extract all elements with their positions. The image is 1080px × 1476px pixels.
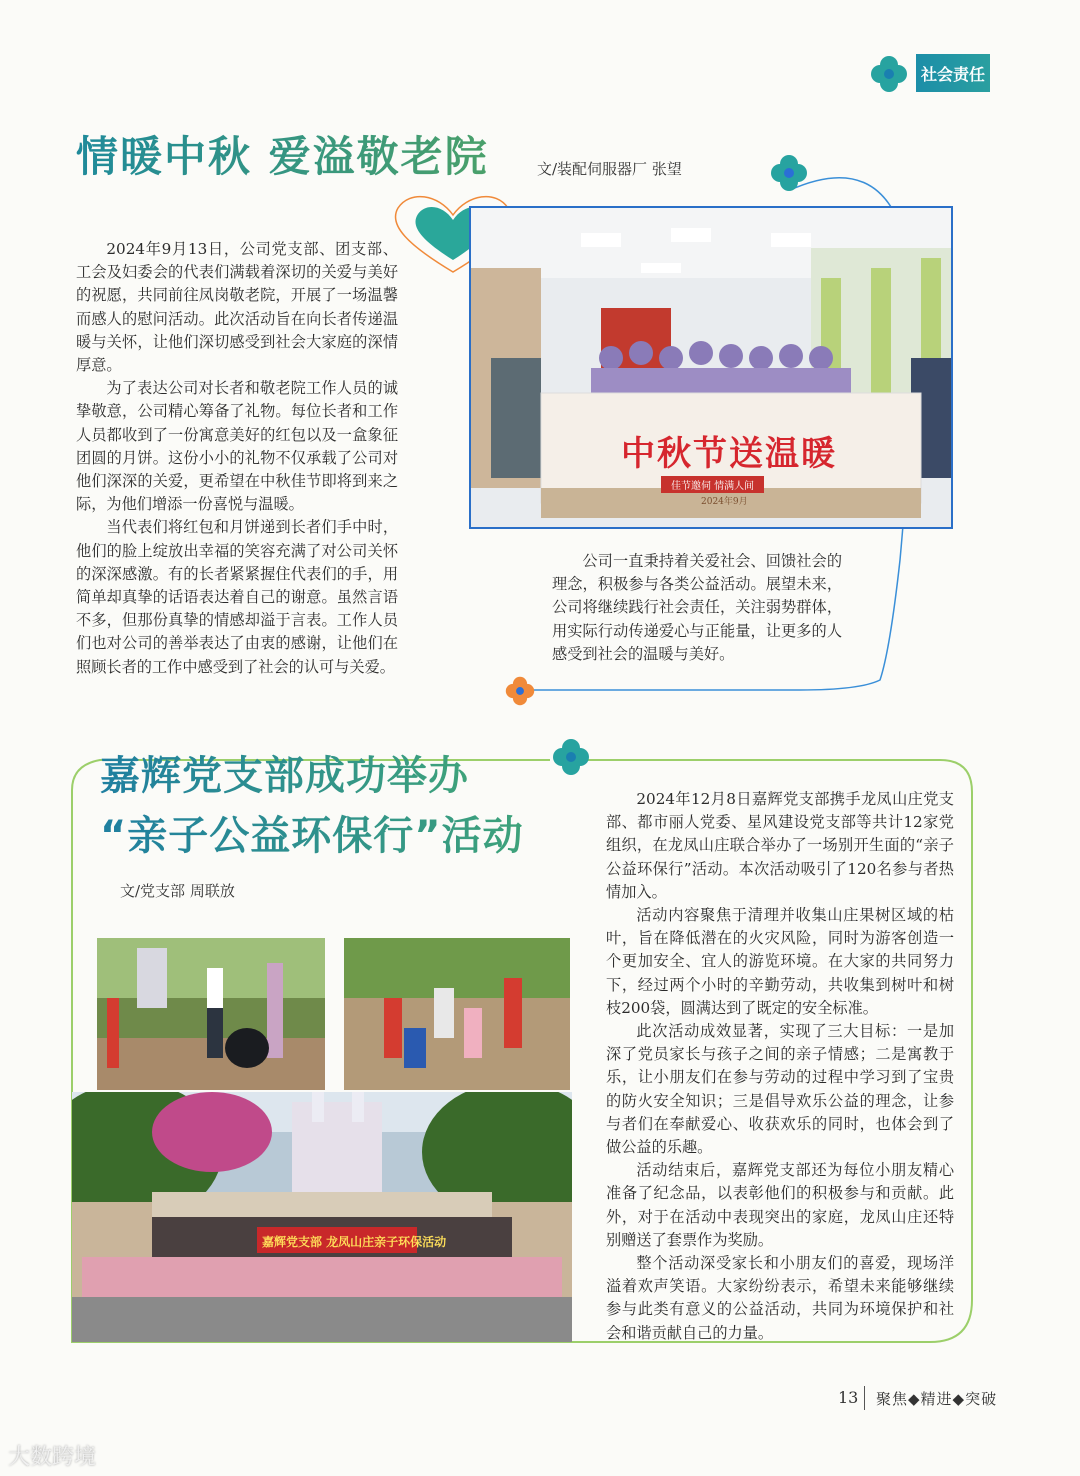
cleanup-photo-2 [344, 938, 570, 1090]
article1-title: 情暖中秋 爱溢敬老院 [76, 124, 489, 184]
paragraph: 活动结束后，嘉辉党支部还为每位小朋友精心准备了纪念品，以表彰他们的积极参与和贡献。此外，对于在活动中表现突出的家庭，龙凤山庄还特别赠送了套票作为奖励。 [606, 1161, 954, 1249]
paragraph: 当代表们将红包和月饼递到长者们手中时，他们的脸上绽放出幸福的笑容充满了对公司关怀的深深感激。有的长者紧紧握住代表们的手，用简单却真挚的话语表达着自己的谢意。虽然言语不多，但那份真挚的情感却溢于言表。工作人员们也对公司的善举表达了由衷的感谢，让他们在照顾长者的工作中感受到了社会的认可与关爱。 [76, 518, 398, 676]
article2-byline: 文/党支部 周联放 [120, 882, 235, 900]
orange-flower-icon [505, 676, 543, 714]
paragraph: 公司一直秉持着关爱社会、回馈社会的理念，积极参与各类公益活动。展望未来，公司将继续践行社会责任，关注弱势群体，用实际行动传递爱心与正能量，让更多的人感受到社会的温暖与美好。 [552, 552, 842, 663]
banner-title: 中秋节送温暖 [621, 434, 837, 474]
article2-body [606, 788, 954, 1345]
group-banner: 嘉辉党支部 龙凤山庄亲子环保活动 [262, 1235, 447, 1249]
flower-ornament-icon [552, 738, 590, 776]
article1-body [76, 238, 398, 679]
paragraph: 2024年9月13日，公司党支部、团支部、工会及妇委会的代表们满载着深切的关爱与美好的祝愿，共同前往凤岗敬老院，开展了一场温馨而感人的慰问活动。此次活动旨在向长者传递温暖与关怀，让他们深切感受到社会大家庭的深情厚意。 [76, 240, 398, 375]
paragraph: 活动内容聚焦于清理并收集山庄果树区域的枯叶，旨在降低潜在的火灾风险，同时为游客创造一个更加安全、宜人的游览环境。在大家的共同努力下，经过两个小时的辛勤劳动，共收集到树叶和树枝200袋，圆满达到了既定的安全标准。 [606, 906, 954, 1017]
article2-title-line1: 嘉辉党支部成功举办 [100, 744, 469, 801]
cleanup-photo-1 [97, 938, 325, 1090]
banner-date: 2024年9月 [701, 497, 748, 507]
flower-ornament-icon [770, 154, 808, 192]
paragraph: 此次活动成效显著，实现了三大目标：一是加深了党员家长与孩子之间的亲子情感；二是寓教于乐，让小朋友们在参与劳动的过程中学习到了宝贵的防火安全知识；三是倡导欢乐公益的理念，让参与者们在奉献爱心、收获欢乐的同时，也体会到了做公益的乐趣。 [606, 1022, 954, 1157]
footer-divider [864, 1386, 865, 1410]
section-tag: 社会责任 [916, 54, 990, 92]
banner-subtitle: 佳节邀伺 情满人间 [661, 476, 764, 493]
paragraph: 为了表达公司对长者和敬老院工作人员的诚挚敬意，公司精心筹备了礼物。每位长者和工作人员都收到了一份寓意美好的红包以及一盒象征团圆的月饼。这份小小的礼物不仅承载了公司对他们深深的关爱，更希望在中秋佳节即将到来之际，为他们增添一份喜悦与温暖。 [76, 379, 398, 514]
nursing-home-photo [469, 206, 953, 529]
watermark: 大数跨境 [8, 1445, 97, 1470]
footer-slogan: 聚焦◆精进◆突破 [876, 1390, 998, 1408]
page-number: 13 [838, 1388, 859, 1407]
flower-ornament-icon [870, 55, 908, 93]
article1-byline: 文/装配伺服器厂 张望 [537, 160, 682, 178]
paragraph: 整个活动深受家长和小朋友们的喜爱，现场洋溢着欢声笑语。大家纷纷表示，希望未来能够继续参与此类有意义的公益活动，共同为环境保护和社会和谐贡献自己的力量。 [606, 1254, 954, 1342]
paragraph: 2024年12月8日嘉辉党支部携手龙凤山庄党支部、都市丽人党委、星风建设党支部等共计12家党组织，在龙凤山庄联合举办了一场别开生面的“亲子公益环保行”活动。本次活动吸引了120名参与者热情加入。 [606, 790, 954, 901]
article1-closing [552, 550, 842, 666]
group-photo [72, 1092, 572, 1342]
article2-title-line2: “亲子公益环保行”活动 [100, 804, 524, 861]
